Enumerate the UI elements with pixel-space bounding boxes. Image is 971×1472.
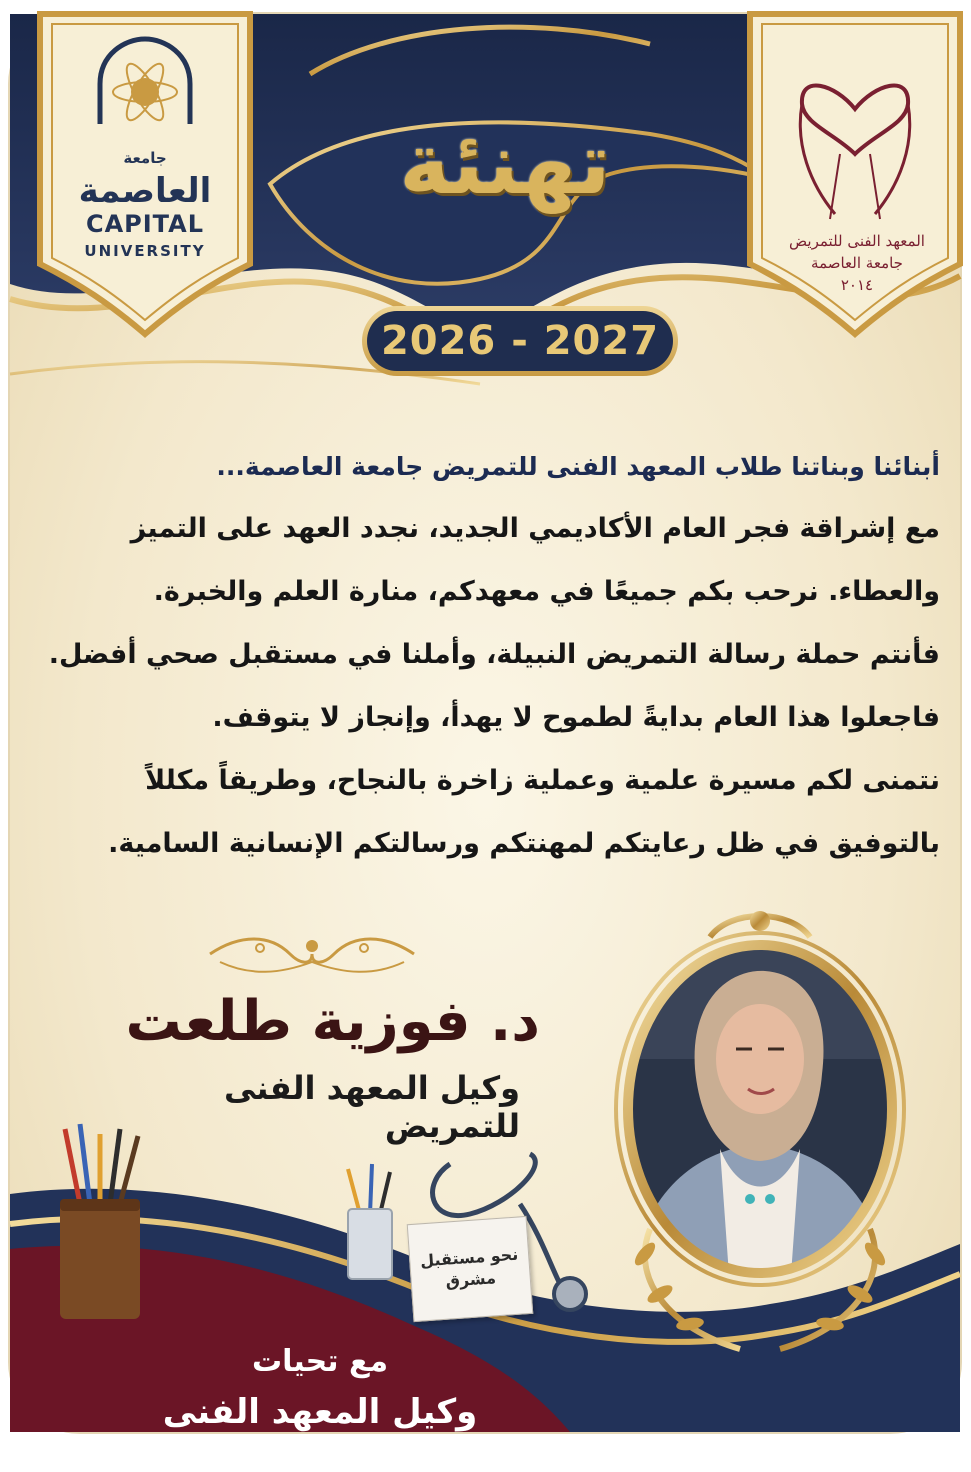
message-line: فأنتم حملة رسالة التمريض النبيلة، وأملنا في مستقبل صحي أفضل. (48, 639, 940, 670)
message-line: فاجعلوا هذا العام بدايةً لطموح لا يهدأ، وإنجاز لا يتوقف. (212, 702, 940, 733)
logo-english-university: UNIVERSITY (84, 242, 206, 260)
year-range: 2026 - 2027 (367, 311, 673, 371)
message-body (48, 437, 940, 875)
note-line-2: مشرق (444, 1268, 497, 1291)
congratulations-card (10, 14, 960, 1472)
logo-english-capital: CAPITAL (85, 210, 205, 238)
institute-university: جامعة العاصمة (811, 254, 903, 272)
note-line-1: نحو مستقبل (419, 1244, 519, 1271)
signatory-role: وكيل المعهد الفنى للتمريض (224, 1069, 520, 1145)
message-greeting: أبنائنا وبناتنا طلاب المعهد الفنى للتمريض جامعة العاصمة... (216, 452, 940, 481)
pencil-cup-icon (50, 1124, 150, 1324)
message-line: مع إشراقة فجر العام الأكاديمي الجديد، نجدد العهد على التميز (130, 513, 940, 544)
message-line: والعطاء. نرحب بكم جميعًا في معهدكم، منارة العلم والخبرة. (153, 576, 940, 607)
pen-holder-icon (340, 1164, 400, 1284)
page-title: تهنئة (399, 114, 611, 214)
message-line: نتمنى لكم مسيرة علمية وعملية زاخرة بالنجاح، وطريقاً مكللاً (145, 765, 940, 796)
ornament-divider (200, 924, 425, 984)
logo-arabic-large: العاصمة (78, 171, 212, 211)
footer-greeting: مع تحيات (251, 1344, 389, 1379)
year-badge (362, 306, 678, 376)
footer-signature: وكيل المعهد الفنى للتمريض (162, 1392, 478, 1472)
signatory-name: د. فوزية طلعت (125, 989, 540, 1054)
nursing-institute-badge (740, 14, 970, 344)
institute-name: المعهد الفنى للتمريض (789, 232, 925, 250)
future-note-card (407, 1216, 534, 1322)
institute-year: ٢٠١٤ (840, 276, 874, 294)
logo-arabic-small: جامعة (123, 149, 167, 167)
portrait-frame (590, 899, 970, 1369)
message-line: بالتوفيق في ظل رعايتكم لمهنتكم ورسالتكم الإنسانية السامية. (108, 828, 940, 859)
